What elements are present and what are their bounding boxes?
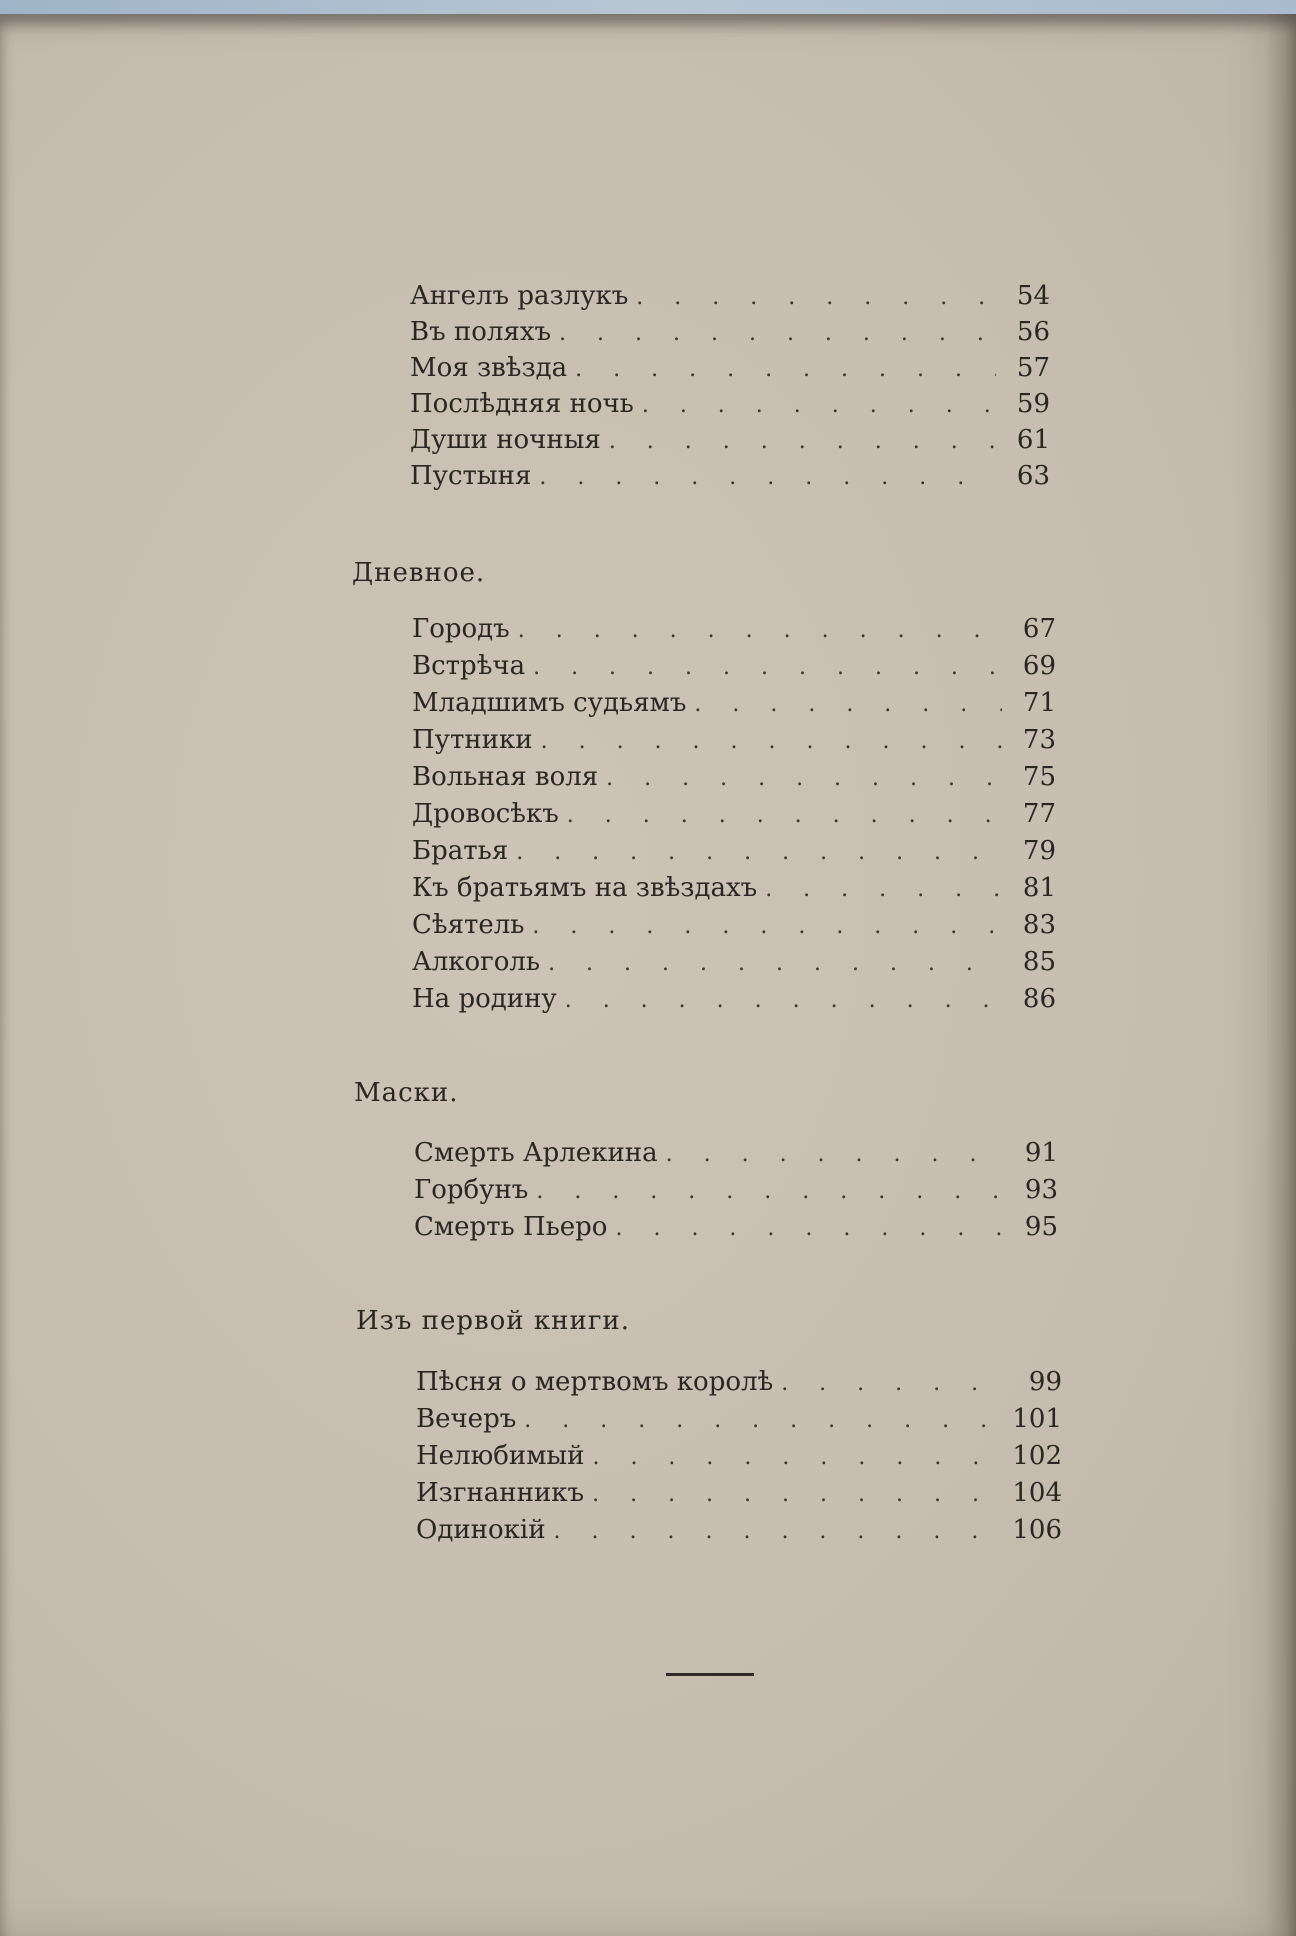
dot-leader	[567, 800, 1002, 832]
dot-leader	[765, 874, 1002, 906]
toc-entry-title: На родину	[412, 984, 557, 1014]
dot-leader	[592, 1479, 1006, 1511]
toc-entry	[412, 872, 1056, 904]
toc-entry-page: 93	[1024, 1175, 1058, 1205]
dot-leader	[592, 1442, 1006, 1474]
toc-entry-page: 56	[1016, 317, 1050, 347]
toc-entry	[410, 424, 1050, 456]
toc-entry	[410, 316, 1050, 348]
toc-entry	[410, 460, 1050, 492]
toc-entry-page: 79	[1022, 836, 1056, 866]
toc-entry-title: Младшимъ судьямъ	[412, 688, 687, 718]
toc-entry-page: 75	[1022, 762, 1056, 792]
dot-leader	[548, 948, 1002, 980]
dot-leader	[532, 911, 1002, 943]
toc-entry-page: 106	[1012, 1515, 1062, 1545]
toc-entry-page: 101	[1012, 1404, 1062, 1434]
toc-entry-title: Дровосѣкъ	[412, 799, 559, 829]
toc-entry	[416, 1477, 1062, 1509]
toc-entry-title: Въ поляхъ	[410, 317, 552, 347]
dot-leader	[642, 390, 996, 422]
toc-entry-page: 86	[1022, 984, 1056, 1014]
toc-entry-page: 81	[1022, 873, 1056, 903]
dot-leader	[559, 318, 996, 350]
toc-entry	[414, 1137, 1058, 1169]
toc-entry-page: 69	[1022, 651, 1056, 681]
toc-entry-page: 71	[1022, 688, 1056, 718]
toc-entry-page: 99	[1028, 1367, 1062, 1397]
toc-entry-page: 73	[1022, 725, 1056, 755]
toc-entry	[416, 1440, 1062, 1472]
toc-entry	[416, 1514, 1062, 1546]
toc-entry-title: Къ братьямъ на звѣздахъ	[412, 873, 758, 903]
section-heading: Дневное.	[352, 558, 486, 588]
toc-entry	[412, 761, 1056, 793]
dot-leader	[565, 985, 1002, 1017]
dot-leader	[575, 354, 996, 386]
toc-entry-page: 57	[1016, 353, 1050, 383]
dot-leader	[694, 689, 1002, 721]
dot-leader	[516, 837, 1002, 869]
toc-entry	[416, 1403, 1062, 1435]
toc-entry-page: 85	[1022, 947, 1056, 977]
toc-entry-title: Путники	[412, 725, 533, 755]
toc-entry-page: 102	[1012, 1441, 1062, 1471]
toc-entry-title: Смерть Пьеро	[414, 1212, 608, 1242]
dot-leader	[533, 652, 1002, 684]
toc-entry-title: Смерть Арлекина	[414, 1138, 658, 1168]
toc-entry-title: Моя звѣзда	[410, 353, 568, 383]
toc-entry	[416, 1366, 1062, 1398]
end-rule	[666, 1673, 754, 1676]
toc-entry	[412, 835, 1056, 867]
toc-entry	[410, 388, 1050, 420]
dot-leader	[666, 1139, 1004, 1171]
toc-entry-page: 104	[1012, 1478, 1062, 1508]
toc-entry-title: Горбунъ	[414, 1175, 529, 1205]
dot-leader	[524, 1405, 1006, 1437]
dot-leader	[518, 615, 1002, 647]
dot-leader	[609, 426, 996, 458]
dot-leader	[606, 763, 1002, 795]
dot-leader	[539, 462, 996, 494]
toc-entry-title: Пѣсня о мертвомъ королѣ	[416, 1367, 774, 1397]
toc-entry	[414, 1174, 1058, 1206]
dot-leader	[554, 1516, 1007, 1548]
toc-entry-title: Алкоголь	[412, 947, 541, 977]
toc-entry-title: Одинокій	[416, 1515, 546, 1545]
toc-entry-title: Вольная воля	[412, 762, 599, 792]
toc-entry-page: 54	[1016, 281, 1050, 311]
toc-entry	[412, 983, 1056, 1015]
dot-leader	[636, 282, 996, 314]
toc-entry-title: Сѣятель	[412, 910, 525, 940]
toc-entry-page: 95	[1024, 1212, 1058, 1242]
toc-entry	[410, 280, 1050, 312]
toc-entry-page: 63	[1016, 461, 1050, 491]
toc-entry-title: Городъ	[412, 614, 510, 644]
toc-entry-page: 77	[1022, 799, 1056, 829]
toc-entry-title: Нелюбимый	[416, 1441, 585, 1471]
dot-leader	[781, 1368, 1008, 1400]
toc-entry	[412, 909, 1056, 941]
toc-entry	[412, 613, 1056, 645]
toc-entry-title: Вечеръ	[416, 1404, 517, 1434]
toc-entry-title: Встрѣча	[412, 651, 526, 681]
toc-entry-page: 67	[1022, 614, 1056, 644]
section-heading: Маски.	[354, 1078, 459, 1108]
toc-entry	[412, 946, 1056, 978]
toc-entry	[410, 352, 1050, 384]
dot-leader	[541, 726, 1002, 758]
toc-entry-title: Ангелъ разлукъ	[410, 281, 629, 311]
toc-entry-title: Послѣдняя ночь	[410, 389, 634, 419]
toc-entry-page: 91	[1024, 1138, 1058, 1168]
toc-entry-title: Братья	[412, 836, 509, 866]
toc-entry-title: Изгнанникъ	[416, 1478, 585, 1508]
toc-entry-page: 59	[1016, 389, 1050, 419]
page-gutter-shadow	[1266, 14, 1296, 1936]
toc-entry	[412, 798, 1056, 830]
dot-leader	[615, 1213, 1004, 1245]
toc-entry-page: 83	[1022, 910, 1056, 940]
toc-entry-title: Пустыня	[410, 461, 532, 491]
section-heading: Изъ первой книги.	[356, 1306, 631, 1336]
dot-leader	[536, 1176, 1004, 1208]
toc-entry	[412, 687, 1056, 719]
toc-entry	[412, 650, 1056, 682]
toc-entry-title: Души ночныя	[410, 425, 601, 455]
toc-entry	[414, 1211, 1058, 1243]
toc-entry-page: 61	[1016, 425, 1050, 455]
toc-entry	[412, 724, 1056, 756]
